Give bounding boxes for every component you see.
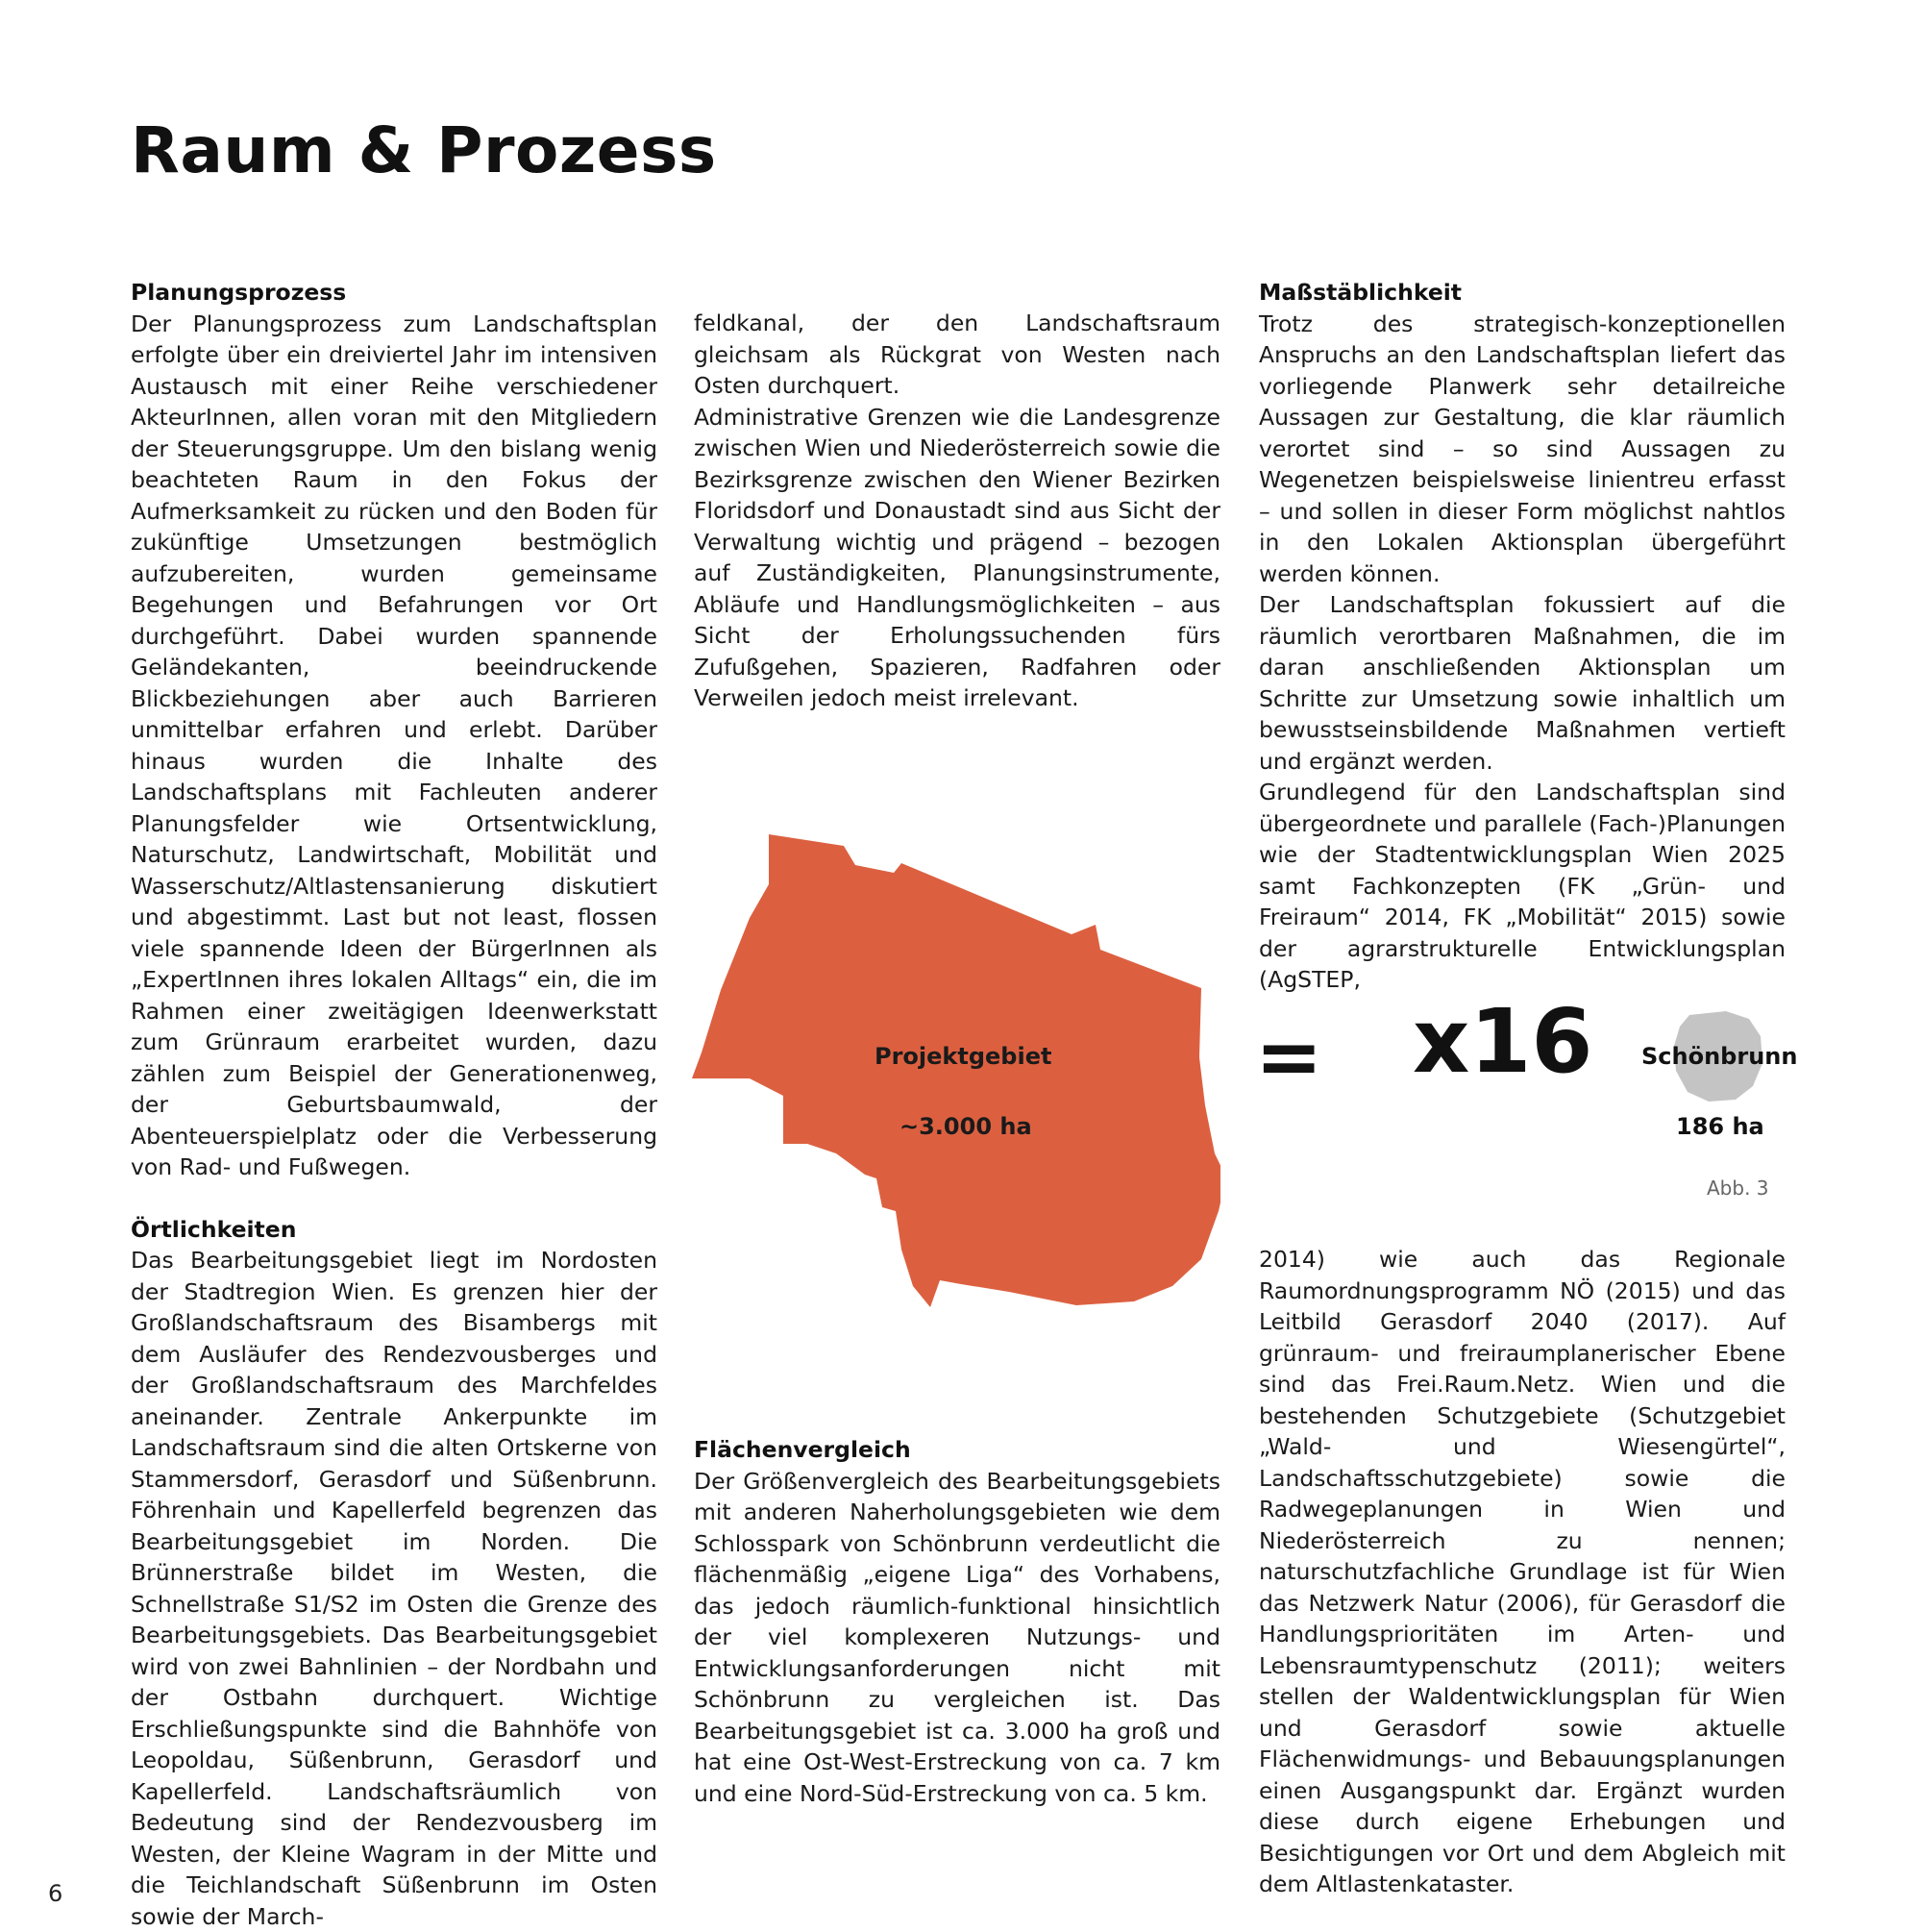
column-right-top <box>1259 277 1786 996</box>
heading-oertlichkeiten: Örtlichkeiten <box>131 1215 297 1243</box>
area-factor: x16 <box>1413 990 1593 1093</box>
paragraph-flaechenvergleich: Der Größenvergleich des Bearbeitungsgebiets mit anderen Naherholungsgebieten wie dem Schlosspark von Schönbrunn verdeutlicht die flächenmäßig „eigene Liga“ des Vorhabens, das jedoch räumlich-funktional hinsichtlich der viel komplexeren Nutzungs- und Entwicklungsanforderungen nicht mit Schönbrunn zu vergleichen ist. Das Bearbeitungsgebiet ist ca. 3.000 ha groß und hat eine Ost-West-Erstreckung von ca. 7 km und eine Nord-Süd-Erstreckung von ca. 5 km. <box>694 1467 1220 1807</box>
page-title: Raum & Prozess <box>131 113 717 187</box>
column-middle-top <box>694 308 1220 714</box>
page-number: 6 <box>48 1880 63 1907</box>
paragraph-massstaeblichkeit-2: Der Landschaftsplan fokussiert auf die räumlich verortbaren Maßnahmen, die im daran anschließenden Aktionsplan um Schritte zur Umsetzung sowie inhaltlich um bewusstseinsbildende Maßnahmen vertieft und ergänzt werden. <box>1259 591 1786 775</box>
project-area-value: ~3.000 ha <box>899 1113 1032 1140</box>
paragraph-administrative-grenzen: Administrative Grenzen wie die Landesgrenze zwischen Wien und Niederösterreich sowie die Bezirksgrenze zwischen den Wiener Bezirken Floridsdorf und Donaustadt sind aus Sicht der Verwaltung wichtig und prägend – bezogen auf Zuständigkeiten, Planungsinstrumente, Abläufe und Handlungsmöglichkeiten – aus Sicht der Erholungssuchenden fürs Zufußgehen, Spazieren, Radfahren oder Verweilen jedoch meist irrelevant. <box>694 403 1220 711</box>
schoenbrunn-area-value: 186 ha <box>1676 1113 1764 1140</box>
schoenbrunn-label: Schönbrunn <box>1641 1043 1798 1070</box>
paragraph-massstaeblichkeit-1: Trotz des strategisch-konzeptionellen Anspruchs an den Landschaftsplan liefert das vorliegende Planwerk sehr detailreiche Aussagen zur Gestaltung, die klar räumlich verortet sind – so sind Aussagen zu Wegenetzen beispielsweise linientreu erfasst – und sollen in dieser Form möglichst nahtlos in den Lokalen Aktionsplan übergeführt werden können. <box>1259 310 1786 587</box>
column-left <box>131 277 657 1932</box>
project-label: Projektgebiet <box>875 1043 1052 1070</box>
project-area-map <box>692 827 1220 1326</box>
paragraph-massstaeblichkeit-3: Grundlegend für den Landschaftsplan sind übergeordnete und parallele (Fach-)Planungen wie der Stadtentwicklungsplan Wien 2025 samt Fachkonzepten (FK „Grün- und Freiraum“ 2014, FK „Mobilität“ 2015) sowie der agrarstrukturelle Entwicklungsplan (AgSTEP, <box>1259 779 1786 993</box>
column-right-bottom <box>1259 1244 1786 1900</box>
paragraph-oertlichkeiten: Das Bearbeitungsgebiet liegt im Nordosten der Stadtregion Wien. Es grenzen hier der Großlandschaftsraum des Bisambergs mit dem Ausläufer des Rendezvousberges und der Großlandschaftsraum des Marchfeldes aneinander. Zentrale Ankerpunkte im Landschaftsraum sind die alten Ortskerne von Stammersdorf, Gerasdorf und Süßenbrunn. Föhrenhain und Kapellerfeld begrenzen das Bearbeitungsgebiet im Norden. Die Brünnerstraße bildet im Westen, die Schnellstraße S1/S2 im Osten die Grenze des Bearbeitungsgebiets. Das Bearbeitungsgebiet wird von zwei Bahnlinien – der Nordbahn und der Ostbahn durchquert. Wichtige Erschließungspunkte sind die Bahnhöfe von Leopoldau, Süßenbrunn, Gerasdorf und Kapellerfeld. Landschaftsräumlich von Bedeutung sind der Rendezvousberg im Westen, der Kleine Wagram in der Mitte und die Teichlandschaft Süßenbrunn im Osten sowie der March- <box>131 1247 657 1930</box>
heading-flaechenvergleich: Flächenvergleich <box>694 1436 911 1463</box>
paragraph-massstaeblichkeit-4: 2014) wie auch das Regionale Raumordnungsprogramm NÖ (2015) und das Leitbild Gerasdorf 2040 (2017). Auf grünraum- und freiraumplanerischer Ebene sind das Frei.Raum.Netz. Wien und die bestehenden Schutzgebiete (Schutzgebiet „Wald- und Wiesengürtel“, Landschaftsschutzgebiete) sowie die Radwegeplanungen in Wien und Niederösterreich zu nennen; naturschutzfachliche Grundlage ist für Wien das Netzwerk Natur (2006), für Gerasdorf die Handlungsprioritäten im Arten- und Lebensraumtypenschutz (2011); weiters stellen der Waldentwicklungsplan für Wien und Gerasdorf sowie aktuelle Flächenwidmungs- und Bebauungsplanungen einen Ausgangspunkt dar. Ergänzt wurden diese durch eigene Erhebungen und Besichtigungen vor Ort und dem Abgleich mit dem Altlastenkataster. <box>1259 1246 1786 1897</box>
heading-planungsprozess: Planungsprozess <box>131 279 347 306</box>
figure-caption: Abb. 3 <box>1707 1177 1769 1200</box>
paragraph-oertlichkeiten-continued: feldkanal, der den Landschaftsraum gleichsam als Rückgrat von Westen nach Osten durchquert. <box>694 310 1220 399</box>
column-middle-bottom <box>694 1434 1220 1809</box>
equals-sign: = <box>1255 1009 1323 1103</box>
project-area-shape <box>692 834 1220 1307</box>
paragraph-planungsprozess: Der Planungsprozess zum Landschaftsplan erfolgte über ein dreiviertel Jahr im intensiven Austausch mit einer Reihe verschiedener AkteurInnen, allen voran mit den Mitgliedern der Steuerungsgruppe. Um den bislang wenig beachteten Raum in den Fokus der Aufmerksamkeit zu rücken und den Boden für zukünftige Umsetzungen bestmöglich aufzubereiten, wurden gemeinsame Begehungen und Befahrungen vor Ort durchgeführt. Dabei wurden spannende Geländekanten, beeindruckende Blickbeziehungen aber auch Barrieren unmittelbar erfahren und erlebt. Darüber hinaus wurden die Inhalte des Landschaftsplans mit Fachleuten anderer Planungsfelder wie Ortsentwicklung, Naturschutz, Landwirtschaft, Mobilität und Wasserschutz/Altlastensanierung diskutiert und abgestimmt. Last but not least, flossen viele spannende Ideen der BürgerInnen als „ExpertInnen ihres lokalen Alltags“ ein, die im Rahmen einer zweitägigen Ideenwerkstatt zum Grünraum erarbeitet wurden, dazu zählen zum Beispiel der Generationenweg, der Geburtsbaumwald, der Abenteuerspielplatz oder die Verbesserung von Rad- und Fußwegen. <box>131 310 657 1180</box>
heading-massstaeblichkeit: Maßstäblichkeit <box>1259 279 1463 306</box>
